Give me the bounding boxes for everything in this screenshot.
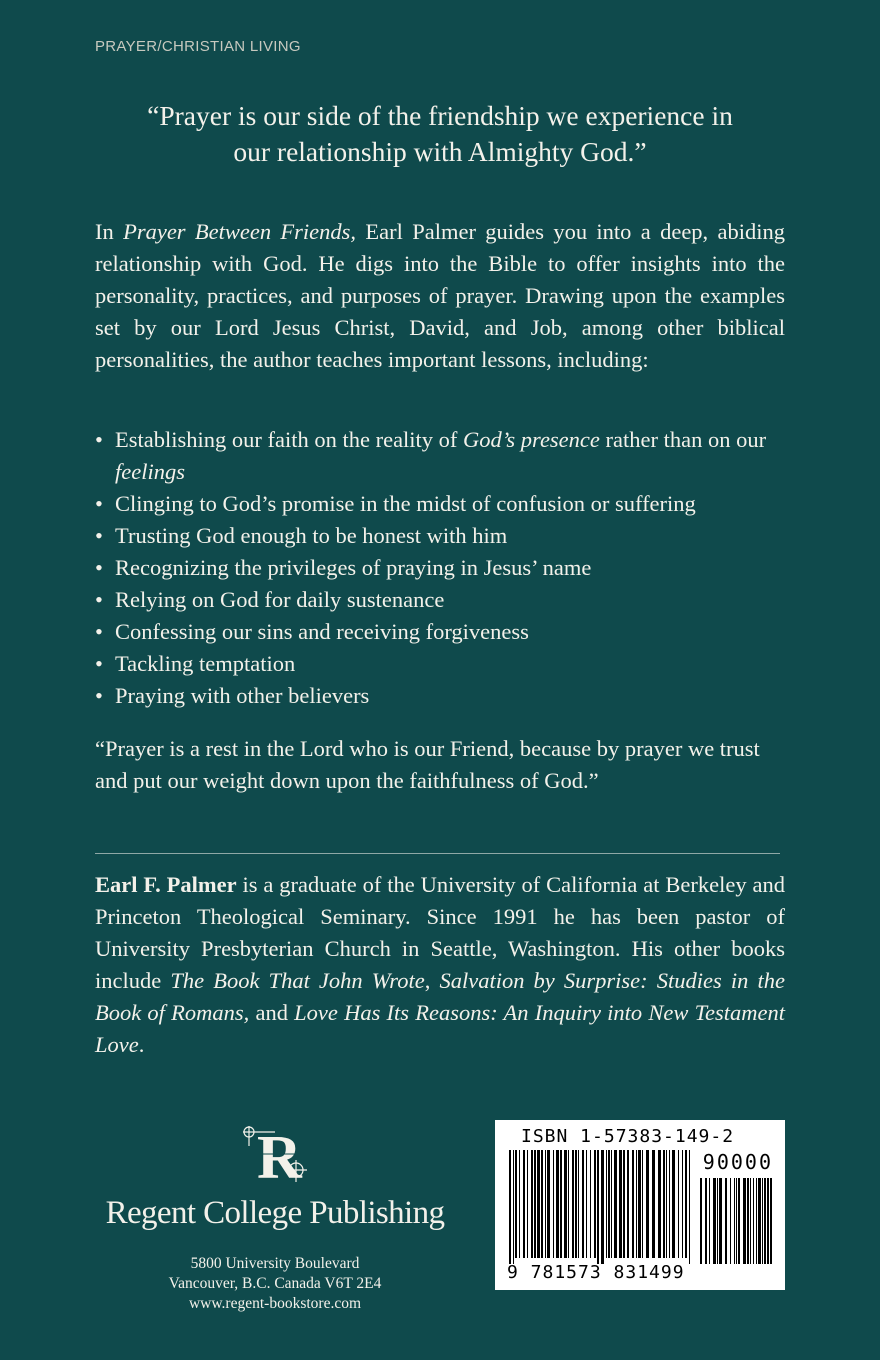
barcode-bar (700, 1178, 702, 1264)
barcode-bar (669, 1150, 670, 1258)
book-title: Salvation by Surprise: Studies in the Book of Romans, (95, 968, 785, 1025)
barcode-bar (578, 1150, 579, 1258)
barcode-bar (614, 1150, 617, 1258)
barcode-bar (717, 1178, 718, 1264)
barcode-bar (682, 1150, 683, 1258)
barcode-bar (531, 1150, 533, 1258)
barcode-bar (753, 1178, 754, 1264)
barcode-bar (738, 1178, 740, 1264)
barcode-bar (709, 1178, 710, 1264)
barcode-bar (590, 1150, 591, 1258)
barcode-bar (730, 1178, 731, 1264)
lesson-text: Establishing our faith on the reality of (115, 427, 464, 452)
barcode-bar (719, 1178, 722, 1264)
svg-text:R: R (257, 1124, 302, 1192)
barcode-bar (713, 1178, 716, 1264)
lessons-list (95, 424, 785, 712)
divider (95, 853, 780, 854)
lead-quote-line2: our relationship with Almighty God.” (233, 136, 647, 167)
address-line: 5800 University Boulevard (190, 1255, 360, 1272)
list-item: • Recognizing the privileges of praying in Jesus’ name (95, 552, 785, 584)
barcode-bar (553, 1150, 554, 1258)
intro-text: Earl Palmer guides you into a deep, abiding relationship with God. He digs into the Bible to offer insights into the personality, practices, and purposes of prayer. Drawing upon the examples set by our Lord Jesus Christ, David, and Job, among other biblical personalities, the author teaches important lessons, including: (95, 219, 785, 372)
lesson-text: rather than on our (599, 427, 767, 452)
author-name: Earl F. Palmer (95, 872, 237, 897)
publisher-logo-icon (235, 1120, 315, 1192)
barcode-bar (572, 1150, 574, 1258)
book-title: The Book That John Wrote (170, 968, 425, 993)
barcode-bar (663, 1150, 665, 1258)
closing-quote: “Prayer is a rest in the Lord who is our Friend, because by prayer we trust and put our weight down upon the faithfulness of God.” (95, 736, 760, 793)
barcode-bar (736, 1178, 737, 1264)
lesson-emphasis: God’s presence (463, 427, 600, 452)
barcode-bar (515, 1150, 517, 1258)
intro-paragraph (95, 216, 785, 376)
barcode-bar (632, 1150, 634, 1258)
publisher-name: Regent College Publishing (105, 1195, 445, 1231)
address-line: Vancouver, B.C. Canada V6T 2E4 (168, 1275, 382, 1292)
publisher-block (80, 1120, 470, 1314)
barcode-bar (582, 1150, 584, 1258)
list-item: • Tackling temptation (95, 648, 785, 680)
barcode-bar (689, 1150, 690, 1264)
list-item (95, 424, 785, 488)
barcode-bar (560, 1150, 562, 1258)
bio-text: , (424, 968, 440, 993)
barcode-bar (750, 1178, 751, 1264)
barcode-box (495, 1120, 785, 1290)
barcode-bar (652, 1150, 655, 1258)
barcode-bar (758, 1178, 761, 1264)
author-bio (95, 869, 785, 1061)
barcode-bar (619, 1150, 622, 1258)
bio-text: is a graduate of the University of California at Berkeley and Princeton Theological Seminary. Since 1991 he has been pastor of University Presbyterian Church in Seattle, Washington. His other books include (95, 872, 785, 993)
barcode-bar (568, 1150, 569, 1258)
list-item: • Praying with other believers (95, 680, 785, 712)
barcode-bar (597, 1150, 599, 1264)
barcode-bar (762, 1178, 763, 1264)
isbn-label: ISBN 1-57383-149-2 (521, 1126, 735, 1147)
barcode-bar (658, 1150, 661, 1258)
barcode-bar (642, 1150, 643, 1258)
barcode-bar (537, 1150, 540, 1258)
barcode-bar (523, 1150, 525, 1258)
barcode-bar (672, 1150, 675, 1258)
barcode-bar (611, 1150, 612, 1258)
barcode-bar (685, 1150, 687, 1258)
barcode-bar (734, 1178, 735, 1264)
barcode-bar (636, 1150, 637, 1258)
barcode-bar (594, 1150, 596, 1258)
barcode-bar (509, 1150, 511, 1264)
barcode-bar (556, 1150, 559, 1258)
book-title: Prayer Between Friends, (123, 219, 357, 244)
publisher-address (80, 1254, 470, 1314)
list-item: • Clinging to God’s promise in the midst of confusion or suffering (95, 488, 785, 520)
barcode-bar (547, 1150, 550, 1258)
book-title: Love Has Its Reasons: An Inquiry into New Testament Love (95, 1000, 785, 1057)
barcode-bar (586, 1150, 587, 1258)
intro-pre: In (95, 219, 124, 244)
ean-digits: 9 781573 831499 (507, 1262, 685, 1283)
barcode-bar (747, 1178, 749, 1264)
barcode-bar (627, 1150, 629, 1258)
bio-text: and (249, 1000, 295, 1025)
barcode-bar (534, 1150, 536, 1258)
barcode-bar (606, 1150, 607, 1258)
list-item: • Trusting God enough to be honest with him (95, 520, 785, 552)
lead-quote (60, 98, 820, 170)
barcode-bar (678, 1150, 679, 1258)
website-link[interactable]: www.regent-bookstore.com (188, 1295, 362, 1312)
barcode-bar (608, 1150, 610, 1258)
barcode-bar (756, 1178, 757, 1264)
barcode-bar (519, 1150, 520, 1258)
barcode-bar (705, 1178, 707, 1264)
barcode-bar (725, 1178, 727, 1264)
list-item: • Confessing our sins and receiving forgiveness (95, 616, 785, 648)
barcode-bar (541, 1150, 543, 1258)
barcode-bar (527, 1150, 528, 1258)
lesson-emphasis: feelings (115, 459, 185, 484)
list-item: • Relying on God for daily sustenance (95, 584, 785, 616)
barcode-bar (743, 1178, 746, 1264)
barcode-bar (513, 1150, 514, 1264)
bio-text: . (138, 1032, 145, 1057)
category-label: PRAYER/CHRISTIAN LIVING (95, 38, 301, 55)
price-code: 90000 (702, 1150, 773, 1174)
barcode-bar (545, 1150, 546, 1258)
barcode-bar (770, 1178, 772, 1264)
barcode-bar (638, 1150, 641, 1258)
barcode-bar (666, 1150, 667, 1258)
barcode-bar (767, 1178, 769, 1264)
barcode-bar (601, 1150, 604, 1264)
barcode-bar (564, 1150, 567, 1258)
barcode-bar (764, 1178, 766, 1264)
barcode-bar (646, 1150, 649, 1258)
lead-quote-line1: “Prayer is our side of the friendship we experience in (147, 100, 733, 131)
barcode-bar (575, 1150, 577, 1258)
barcode-bar (623, 1150, 625, 1258)
